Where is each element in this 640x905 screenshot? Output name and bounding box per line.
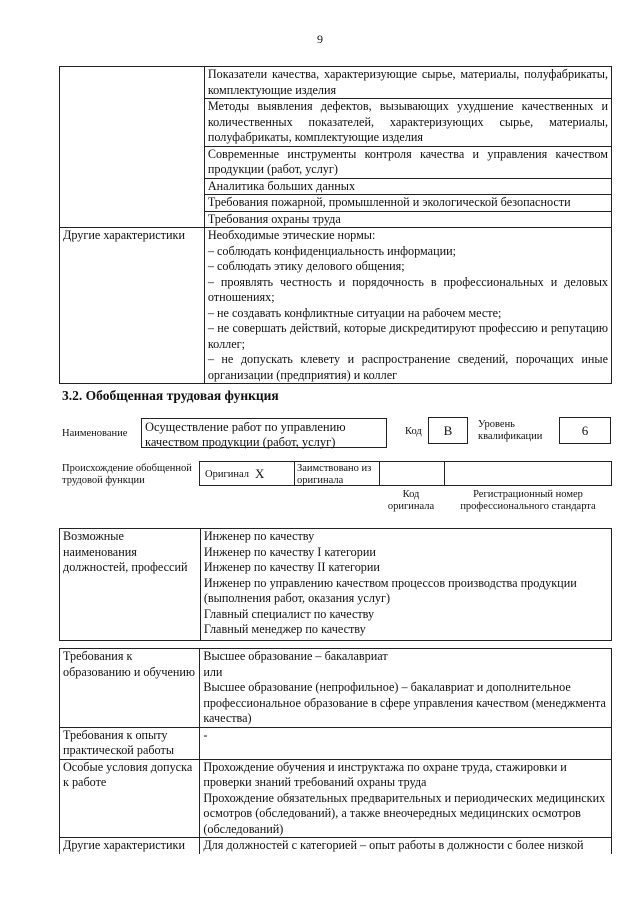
knowledge-item: Методы выявления дефектов, вызывающих ухудшение качественных и количественных показателей, характеризующих сырье, материалы, полуфабрикаты, комплектующие изделия	[204, 99, 611, 147]
list-item: Инженер по управлению качеством процессов производства продукции (выполнения работ, оказания услуг)	[203, 575, 577, 605]
original-mark: X	[255, 466, 265, 481]
code-original-caption: Код оригинала	[387, 489, 435, 512]
list-item: Инженер по качеству II категории	[203, 560, 380, 574]
table-row	[60, 838, 612, 854]
ethics-cell	[204, 228, 611, 384]
knowledge-item: Показатели качества, характеризующие сырье, материалы, полуфабрикаты, комплектующие изделия	[204, 67, 611, 99]
divider	[444, 462, 445, 485]
list-item: Главный специалист по качеству	[203, 606, 375, 621]
admission-label: Особые условия допуска к работе	[60, 759, 200, 838]
table-row	[60, 67, 612, 99]
admission-line: Прохождение обязательных предварительных и периодических медицинских осмотров (обследований), а также внеочередных медицинских осмотров (обследований)	[203, 790, 606, 836]
divider	[294, 462, 295, 485]
reg-number-caption: Регистрационный номер профессионального стандарта	[460, 489, 596, 512]
qualification-level-label: Уровень квалификации	[478, 419, 543, 442]
page-number: 9	[317, 32, 323, 46]
empty-label-cell	[60, 67, 205, 228]
list-item: Инженер по качеству I категории	[203, 544, 376, 559]
divider	[379, 462, 380, 485]
origin-label: Происхождение обобщенной трудовой функции	[62, 463, 192, 486]
ethics-line: – соблюдать конфиденциальность информации;	[207, 243, 457, 258]
list-item: Инженер по качеству	[203, 529, 315, 543]
education-line: Высшее образование (непрофильное) – бакалавриат и дополнительное профессиональное образование в сфере управления качеством (менеджмента качества)	[203, 680, 606, 725]
other-characteristics-label: Другие характеристики	[60, 228, 205, 384]
borrowed-label: Заимствовано из оригинала	[297, 463, 372, 486]
ethics-line: Необходимые этические нормы:	[207, 228, 376, 242]
ethics-line: – проявлять честность и порядочность в профессиональных и деловых отношениях;	[207, 274, 608, 304]
other-characteristics-value: Для должностей с категорией – опыт работы в должности с более низкой	[200, 838, 612, 854]
positions-table	[59, 528, 612, 641]
education-line: Высшее образование – бакалавриат	[203, 649, 388, 663]
requirements-table	[59, 648, 612, 854]
ethics-line: – не совершать действий, которые дискредитируют профессию и репутацию коллег;	[207, 321, 608, 351]
ethics-line: – не создавать конфликтные ситуации на рабочем месте;	[207, 305, 502, 320]
education-label: Требования к образованию и обучению	[60, 649, 200, 728]
top-characteristics-table	[59, 66, 612, 384]
function-name-box: Осуществление работ по управлению качеством продукции (работ, услуг)	[141, 418, 387, 448]
code-label: Код	[405, 426, 422, 437]
qualification-level-box: 6	[559, 417, 611, 444]
positions-list	[200, 529, 611, 641]
name-label: Наименование	[62, 428, 128, 439]
ethics-line: – не допускать клевету и распространение сведений, порочащих иные организации (предприятия) и коллег	[207, 352, 608, 382]
education-cell	[200, 649, 612, 728]
table-row	[60, 529, 612, 641]
table-row	[60, 759, 612, 838]
other-characteristics-label: Другие характеристики	[60, 838, 200, 854]
section-title: 3.2. Обобщенная трудовая функция	[62, 388, 279, 403]
original-label: Оригинал	[205, 469, 249, 480]
table-row	[60, 727, 612, 759]
table-row	[60, 228, 612, 384]
admission-cell	[200, 759, 612, 838]
origin-box	[199, 461, 612, 486]
knowledge-item: Аналитика больших данных	[204, 178, 611, 195]
code-value-box: B	[428, 417, 468, 444]
education-line: или	[203, 664, 223, 679]
table-row	[60, 649, 612, 728]
ethics-line: – соблюдать этику делового общения;	[207, 259, 405, 273]
experience-value: -	[200, 727, 612, 759]
admission-line: Прохождение обучения и инструктажа по охране труда, стажировки и проверки знаний требований охраны труда	[203, 759, 567, 789]
knowledge-item: Современные инструменты контроля качества и управления качеством продукции (работ, услуг)	[204, 146, 611, 178]
list-item: Главный менеджер по качеству	[203, 622, 366, 636]
knowledge-item: Требования охраны труда	[204, 211, 611, 228]
positions-label: Возможные наименования должностей, профессий	[60, 529, 201, 641]
experience-label: Требования к опыту практической работы	[60, 727, 200, 759]
knowledge-item: Требования пожарной, промышленной и экологической безопасности	[204, 195, 611, 212]
